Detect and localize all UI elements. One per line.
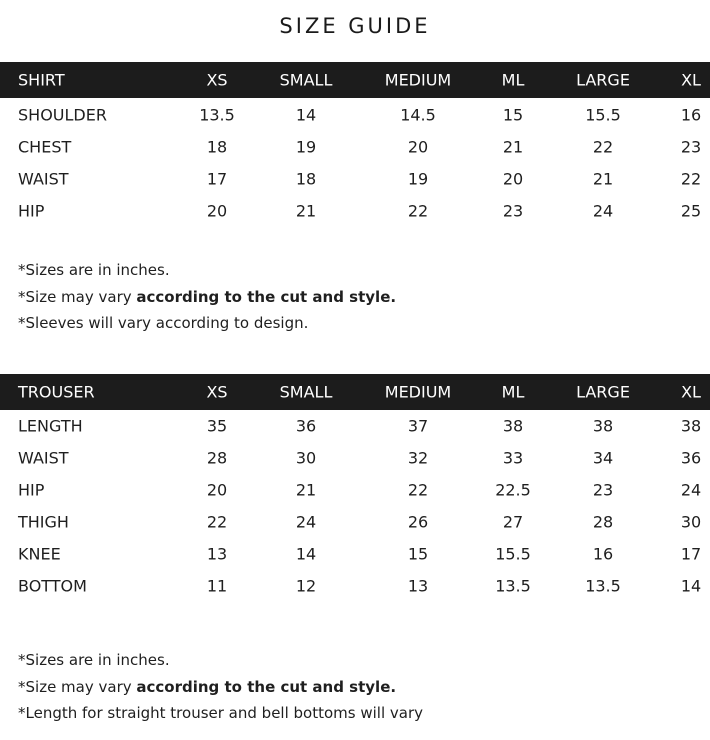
table-cell: 13 [407,576,429,596]
size-column-ml: ML [501,382,525,402]
table-cell: 14 [295,544,317,564]
table-cell: 28 [592,512,614,532]
note-line [18,257,396,284]
shirt-header-label: SHIRT [18,70,65,90]
table-cell: 21 [502,137,524,157]
row-label: WAIST [18,169,69,189]
note-line [18,674,423,701]
size-column-medium: MEDIUM [384,70,452,90]
table-cell: 21 [295,201,317,221]
table-cell: 15 [502,105,524,125]
table-cell: 22.5 [495,480,531,500]
size-column-xl: XL [681,70,701,90]
table-cell: 33 [502,448,524,468]
table-cell: 38 [680,416,702,436]
note-emphasis: according to the cut and style. [136,677,397,696]
note-emphasis: according to the cut and style. [136,287,397,306]
table-cell: 26 [407,512,429,532]
row-label: HIP [18,201,45,221]
table-cell: 38 [502,416,524,436]
table-cell: 30 [295,448,317,468]
size-column-xl: XL [681,382,701,402]
table-cell: 21 [295,480,317,500]
row-label: HIP [18,480,45,500]
table-row [0,131,710,163]
table-cell: 12 [295,576,317,596]
note-line [18,310,396,337]
size-column-small: SMALL [279,382,333,402]
table-cell: 27 [502,512,524,532]
table-cell: 22 [407,480,429,500]
note-text: *Size may vary [18,287,137,306]
trouser-header-label: TROUSER [18,382,95,402]
note-line [18,700,423,727]
row-label: CHEST [18,137,72,157]
table-cell: 30 [680,512,702,532]
table-cell: 16 [680,105,702,125]
table-cell: 11 [206,576,228,596]
table-cell: 32 [407,448,429,468]
table-cell: 20 [502,169,524,189]
table-cell: 28 [206,448,228,468]
size-column-medium: MEDIUM [384,382,452,402]
note-line [18,284,396,311]
shirt-size-table [0,62,710,227]
row-label: SHOULDER [18,105,107,125]
row-label: LENGTH [18,416,83,436]
table-row [0,442,710,474]
table-cell: 14 [680,576,702,596]
table-cell: 20 [206,480,228,500]
row-label: THIGH [18,512,69,532]
size-column-large: LARGE [576,70,630,90]
table-cell: 15.5 [495,544,531,564]
table-row [0,99,710,131]
table-cell: 23 [592,480,614,500]
table-cell: 22 [592,137,614,157]
note-text: *Size may vary [18,677,137,696]
size-column-xs: XS [206,382,228,402]
table-cell: 34 [592,448,614,468]
table-cell: 24 [680,480,702,500]
table-cell: 36 [295,416,317,436]
note-line [18,647,423,674]
table-cell: 19 [295,137,317,157]
shirt-table-body [0,98,710,227]
row-label: BOTTOM [18,576,87,596]
table-cell: 35 [206,416,228,436]
note-text: *Length for straight trouser and bell bottoms will vary [18,704,424,722]
note-text: *Sleeves will vary according to design. [18,314,309,332]
table-cell: 15.5 [585,105,621,125]
table-cell: 21 [592,169,614,189]
table-row [0,410,710,442]
table-cell: 23 [502,201,524,221]
trouser-table-header [0,374,710,410]
row-label: WAIST [18,448,69,468]
table-cell: 20 [407,137,429,157]
table-cell: 38 [592,416,614,436]
table-cell: 18 [295,169,317,189]
page-title: SIZE GUIDE [279,14,431,38]
table-row [0,474,710,506]
table-cell: 19 [407,169,429,189]
table-cell: 22 [407,201,429,221]
table-cell: 14.5 [400,105,436,125]
size-column-small: SMALL [279,70,333,90]
trouser-notes [18,647,423,727]
table-row [0,506,710,538]
table-cell: 25 [680,201,702,221]
shirt-notes [18,257,396,337]
size-column-xs: XS [206,70,228,90]
table-cell: 14 [295,105,317,125]
table-row [0,163,710,195]
table-cell: 13.5 [585,576,621,596]
table-cell: 13.5 [199,105,235,125]
trouser-table-body [0,410,710,602]
table-cell: 20 [206,201,228,221]
table-cell: 23 [680,137,702,157]
table-row [0,538,710,570]
trouser-size-table [0,374,710,602]
size-column-ml: ML [501,70,525,90]
table-cell: 16 [592,544,614,564]
table-cell: 13.5 [495,576,531,596]
table-cell: 17 [680,544,702,564]
note-text: *Sizes are in inches. [18,261,170,279]
table-row [0,195,710,227]
table-cell: 22 [206,512,228,532]
shirt-table-header [0,62,710,98]
table-cell: 22 [680,169,702,189]
table-cell: 15 [407,544,429,564]
table-cell: 24 [295,512,317,532]
table-cell: 24 [592,201,614,221]
table-cell: 36 [680,448,702,468]
note-text: *Sizes are in inches. [18,651,170,669]
table-row [0,570,710,602]
table-cell: 17 [206,169,228,189]
row-label: KNEE [18,544,61,564]
table-cell: 13 [206,544,228,564]
table-cell: 18 [206,137,228,157]
size-column-large: LARGE [576,382,630,402]
table-cell: 37 [407,416,429,436]
